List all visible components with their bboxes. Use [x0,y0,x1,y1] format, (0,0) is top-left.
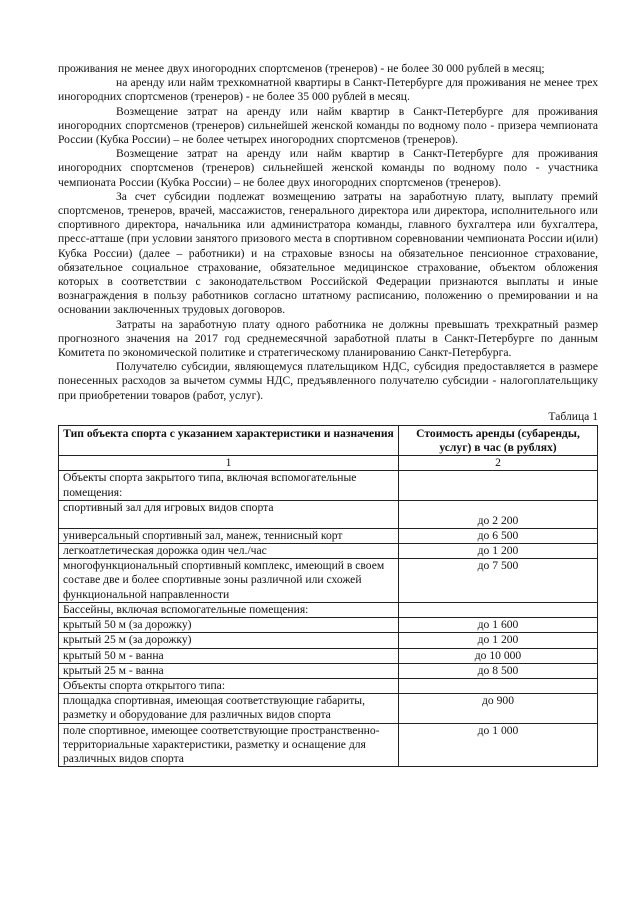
object-type-cell: крытый 50 м - ванна [59,648,399,663]
table-row [59,528,598,543]
object-type-cell: крытый 50 м (за дорожку) [59,618,399,633]
header-object-type: Тип объекта спорта с указанием характеристики и назначения [59,426,399,456]
table-column-number-row [59,456,598,471]
rental-cost-table [58,425,598,767]
header-rental-cost: Стоимость аренды (субаренды, услуг) в час (в рублях) [399,426,598,456]
rental-cost-cell: до 1 200 [399,544,598,559]
column-number-1: 1 [59,456,399,471]
paragraph: Возмещение затрат на аренду или найм квартир в Санкт-Петербурге для проживания иногородних спортсменов (тренеров) сильнейшей женской команды по водному поло - участника чемпионата России (Кубка России) – не более двух иногородних спортсменов (тренеров). [58,147,598,189]
object-type-cell: универсальный спортивный зал, манеж, теннисный корт [59,528,399,543]
paragraph: на аренду или найм трехкомнатной квартиры в Санкт-Петербурге для проживания не менее трех иногородних спортсменов (тренеров) - не более 35 000 рублей в месяц. [58,76,598,104]
paragraph: Затраты на заработную плату одного работника не должны превышать трехкратный размер прогнозного значения на 2017 год среднемесячной заработной платы в Санкт-Петербурге по данным Комитета по экономической политике и стратегическому планированию Санкт-Петербурга. [58,317,598,360]
table-row [59,648,598,663]
paragraph: Возмещение затрат на аренду или найм квартир в Санкт-Петербурге для проживания иногородних спортсменов (тренеров) сильнейшей женской команды по водному поло - призера чемпионата России (Кубка России) – не более четырех иногородних спортсменов (тренеров). [58,104,598,147]
rental-cost-cell: до 1 200 [399,633,598,648]
paragraph: проживания не менее двух иногородних спортсменов (тренеров) - не более 30 000 рублей в месяц; [58,62,545,75]
object-type-cell: спортивный зал для игровых видов спорта [59,500,399,528]
table-row [59,544,598,559]
table-row [59,723,598,767]
rental-cost-cell: до 10 000 [399,648,598,663]
table-body [59,471,598,767]
table-row [59,500,598,528]
rental-cost-cell [399,471,598,500]
rental-cost-cell: до 1 000 [399,723,598,767]
paragraph: Получателю субсидии, являющемуся плательщиком НДС, субсидия предоставляется в размере понесенных расходов за вычетом суммы НДС, предъявленного получателю субсидии - налогоплательщику при приобретении товаров (работ, услуг). [58,360,598,402]
table-row [59,694,598,723]
table-row [59,678,598,693]
table-header-row [59,426,598,456]
object-type-cell: Объекты спорта закрытого типа, включая вспомогательные помещения: [59,471,399,500]
rental-cost-cell [399,602,598,617]
table-row [59,602,598,617]
object-type-cell: площадка спортивная, имеющая соответствующие габариты, разметку и оборудование для различных видов спорта [59,694,399,723]
object-type-cell: легкоатлетическая дорожка один чел./час [59,544,399,559]
object-type-cell: поле спортивное, имеющее соответствующие пространственно-территориальные характеристики, разметку и оснащение для различных видов спорта [59,723,399,767]
column-number-2: 2 [399,456,598,471]
rental-cost-cell: до 900 [399,694,598,723]
table-row [59,618,598,633]
table-row [59,471,598,500]
object-type-cell: Бассейны, включая вспомогательные помещения: [59,602,399,617]
rental-cost-cell [399,678,598,693]
body-text [58,62,598,403]
rental-cost-cell: до 1 600 [399,618,598,633]
table-row [59,633,598,648]
object-type-cell: Объекты спорта открытого типа: [59,678,399,693]
rental-cost-cell: до 6 500 [399,528,598,543]
rental-cost-cell: до 8 500 [399,663,598,678]
object-type-cell: многофункциональный спортивный комплекс, имеющий в своем составе две и более спортивные зоны различной или схожей функциональной направленности [59,559,399,603]
table-caption: Таблица 1 [548,409,598,423]
table-row [59,559,598,603]
rental-cost-cell: до 2 200 [399,500,598,528]
object-type-cell: крытый 25 м (за дорожку) [59,633,399,648]
rental-cost-cell: до 7 500 [399,559,598,603]
paragraph: За счет субсидии подлежат возмещению затраты на заработную плату, выплату премий спортсменов, тренеров, врачей, массажистов, генерального директора или директора, исполнительного или спортивного директора, начальника или администратора команды, главного бухгалтера или бухгалтера, пресс-атташе (при условии занятого призового места в спортивном соревновании чемпионата России и(или) Кубка России) (далее – работники) и на страховые взносы на обязательное пенсионное страхование, обязательное социальное страхование, обязательное медицинское страхование, объектом обложения которых в соответствии с законодательством Российской Федерации признаются выплаты и иные вознаграждения в пользу работников согласно штатному расписанию, положению о премировании и на основании заключенных трудовых договоров. [58,189,598,317]
object-type-cell: крытый 25 м - ванна [59,663,399,678]
table-row [59,663,598,678]
